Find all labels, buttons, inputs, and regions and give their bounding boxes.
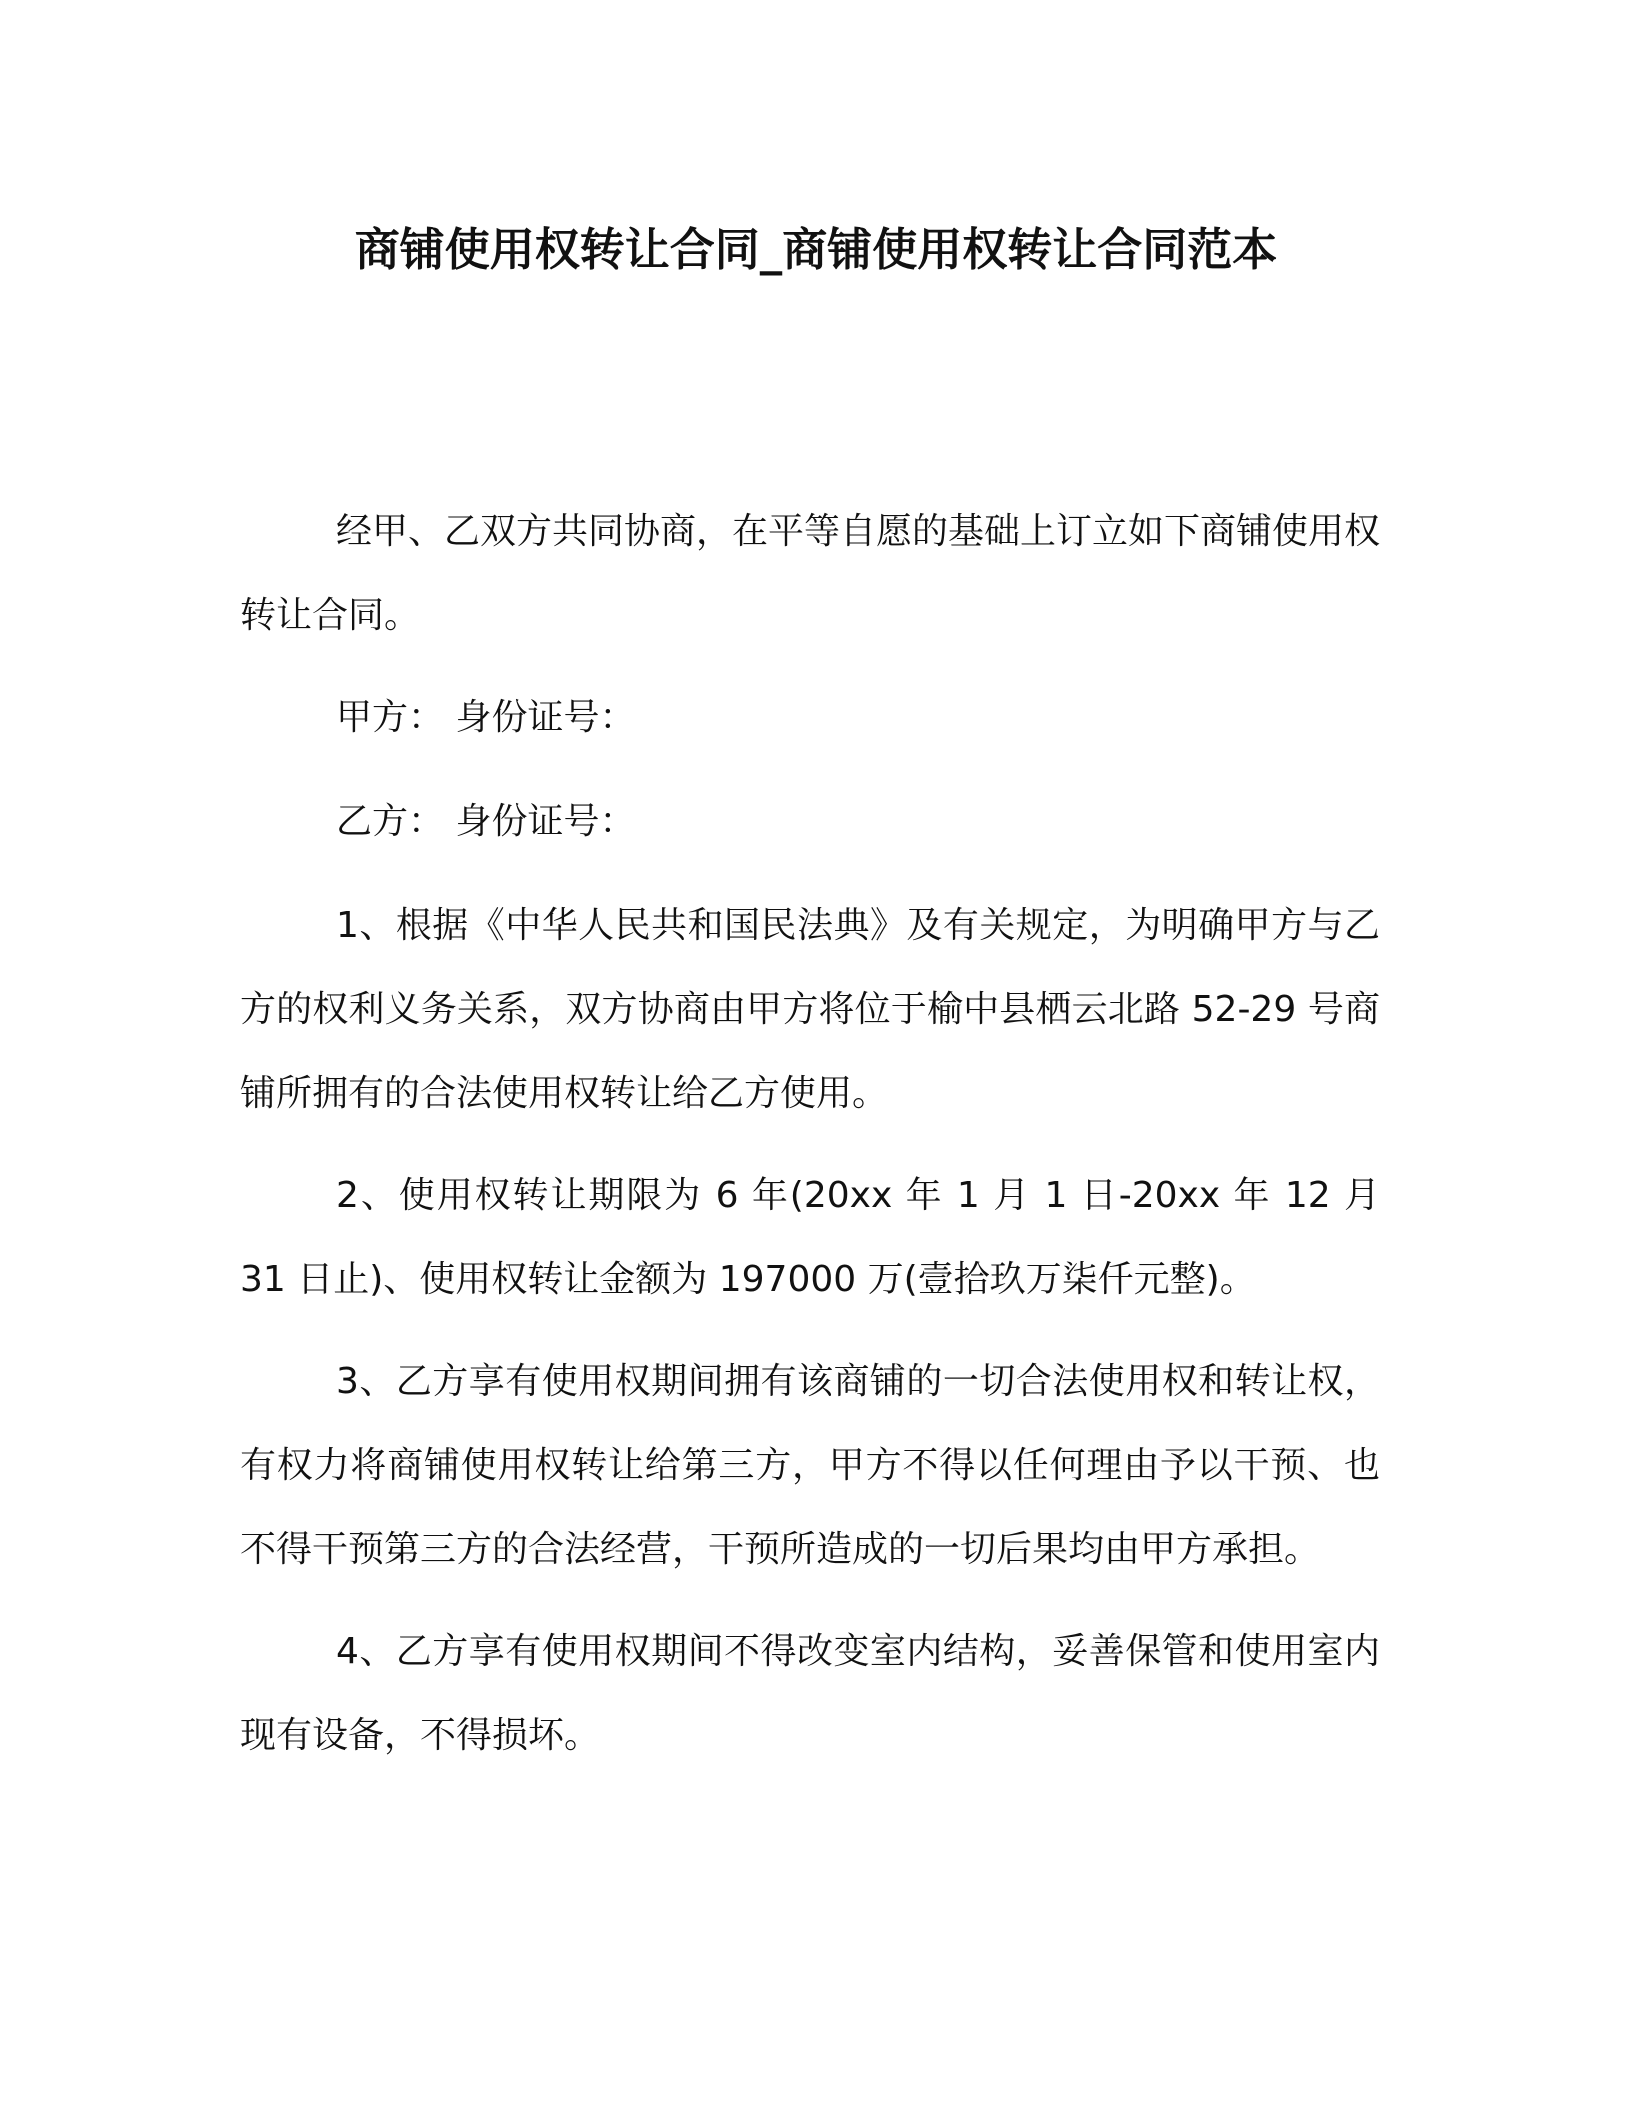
intro-paragraph: 经甲、乙双方共同协商，在平等自愿的基础上订立如下商铺使用权转让合同。: [240, 511, 1381, 636]
clause-2: 2、使用权转让期限为 6 年(20xx 年 1 月 1 日-20xx 年 12 月 31 日止)、使用权转让金额为 197000 万(壹拾玖万柒仟元整)。: [240, 1175, 1380, 1300]
party-a-line: 甲方： 身份证号：: [336, 697, 636, 738]
document-title: 商铺使用权转让合同_商铺使用权转让合同范本: [354, 223, 1278, 276]
clause-4: 4、乙方享有使用权期间不得改变室内结构，妥善保管和使用室内现有设备，不得损坏。: [240, 1631, 1380, 1756]
document-body: [240, 490, 1380, 1796]
party-b-line: 乙方： 身份证号：: [336, 801, 636, 842]
clause-1: 1、根据《中华人民共和国民法典》及有关规定，为明确甲方与乙方的权利义务关系，双方协商由甲方将位于榆中县栖云北路 52-29 号商铺所拥有的合法使用权转让给乙方使用。: [240, 905, 1380, 1114]
clause-3: 3、乙方享有使用权期间拥有该商铺的一切合法使用权和转让权，有权力将商铺使用权转让给第三方，甲方不得以任何理由予以干预、也不得干预第三方的合法经营，干预所造成的一切后果均由甲方承担。: [240, 1361, 1380, 1570]
